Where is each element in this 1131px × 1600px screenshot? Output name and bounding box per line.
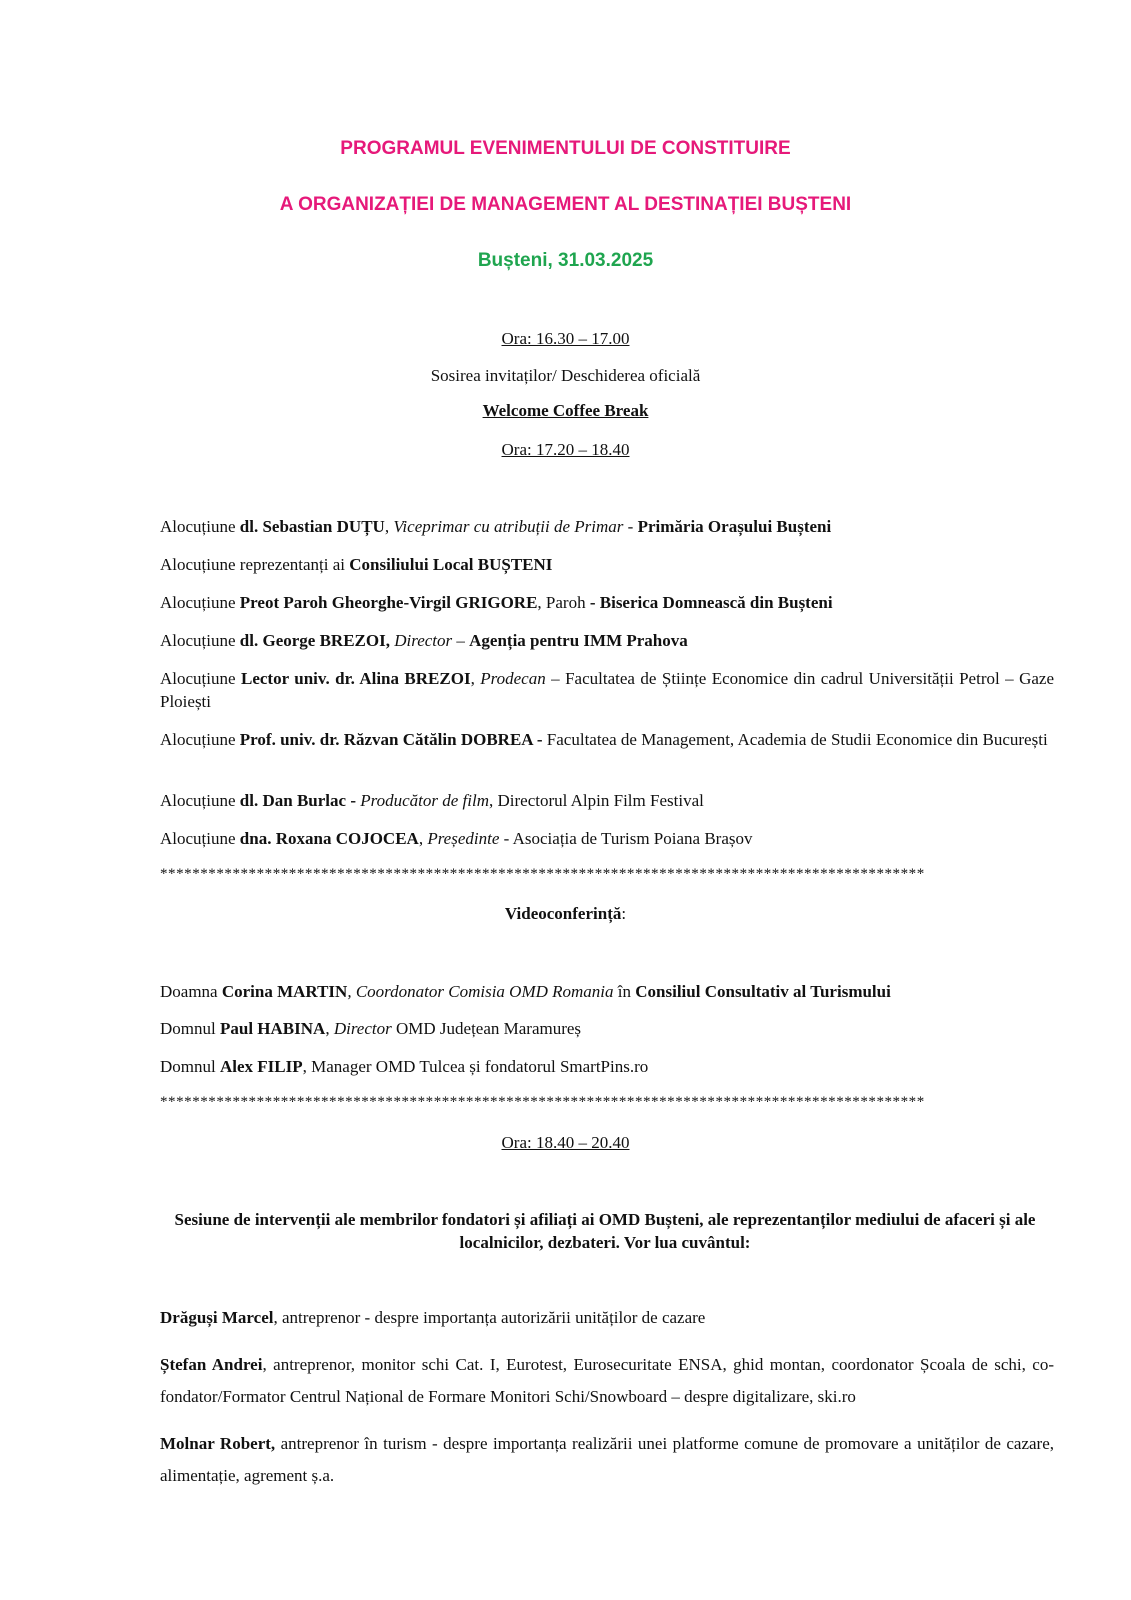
session-speaker: Drăguși Marcel, antreprenor - despre importanța autorizării unităților de cazare [160, 1308, 706, 1327]
session-speaker: Ștefan Andrei, antreprenor, monitor schi Cat. I, Eurotest, Eurosecuritate ENSA, ghid montan, coordonator Școala de schi, co-fondator/Formator Centrul Național de Formare Monitori Schi/Snowboard – despre digitalizare, ski.ro [160, 1355, 1054, 1406]
arrival-text: Sosirea invitaților/ Deschiderea oficială [430, 366, 701, 385]
time-slot-3: Ora: 18.40 – 20.40 [501, 1133, 630, 1152]
session-speaker: Molnar Robert, antreprenor în turism - despre importanța realizării unei platforme comune de promovare a unităților de cazare, alimentație, agrement ș.a. [160, 1434, 1054, 1485]
video-item: Domnul Paul HABINA, Director OMD Județean Maramureș [160, 1019, 582, 1038]
video-item: Doamna Corina MARTIN, Coordonator Comisia OMD Romania în Consiliul Consultativ al Turismului [160, 982, 891, 1001]
session-title: Sesiune de intervenții ale membrilor fondatori și afiliați ai OMD Bușteni, ale reprezentanților mediului de afaceri și ale localnicilor, dezbateri. Vor lua cuvântul: [174, 1210, 1036, 1252]
coffee-break: Welcome Coffee Break [482, 401, 649, 420]
speech-item: Alocuțiune Preot Paroh Gheorghe-Virgil GRIGORE, Paroh - Biserica Domnească din Bușteni [160, 593, 833, 612]
time-slot-2: Ora: 17.20 – 18.40 [501, 440, 630, 459]
speech-item: Alocuțiune Prof. univ. dr. Răzvan Cătălin DOBREA - Facultatea de Management, Academia de Studii Economice din București [160, 730, 1048, 749]
speech-item: Alocuțiune reprezentanți ai Consiliului Local BUȘTENI [160, 555, 553, 574]
speech-item: Alocuțiune dl. George BREZOI, Director – Agenția pentru IMM Prahova [160, 631, 688, 650]
separator-line: *********************************************************************************************** [160, 866, 925, 882]
separator-line: *********************************************************************************************** [160, 1094, 925, 1110]
videoconference-title: Videoconferință: [504, 904, 627, 923]
speech-item: Alocuțiune dl. Sebastian DUȚU, Viceprimar cu atribuții de Primar - Primăria Orașului Bușteni [160, 517, 832, 536]
video-item: Domnul Alex FILIP, Manager OMD Tulcea și fondatorul SmartPins.ro [160, 1057, 649, 1076]
program-title: PROGRAMUL EVENIMENTULUI DE CONSTITUIRE [340, 138, 791, 159]
time-slot-1: Ora: 16.30 – 17.00 [501, 329, 630, 348]
event-date: Bușteni, 31.03.2025 [477, 250, 654, 271]
speech-item: Alocuțiune dl. Dan Burlac - Producător de film, Directorul Alpin Film Festival [160, 791, 704, 810]
program-subtitle: A ORGANIZAȚIEI DE MANAGEMENT AL DESTINAȚIEI BUȘTENI [279, 194, 852, 215]
speech-item: Alocuțiune dna. Roxana COJOCEA, Președinte - Asociația de Turism Poiana Brașov [160, 829, 753, 848]
speech-item: Alocuțiune Lector univ. dr. Alina BREZOI, Prodecan – Facultatea de Științe Economice din cadrul Universității Petrol – Gaze Ploiești [160, 669, 1054, 711]
